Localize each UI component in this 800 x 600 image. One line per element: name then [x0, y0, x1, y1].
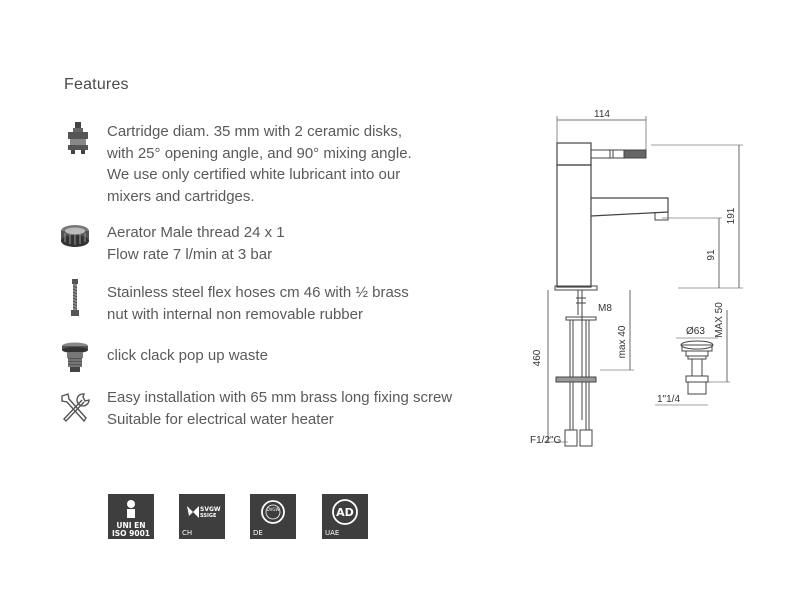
dim-191: 191 — [726, 207, 737, 225]
dim-91: 91 — [706, 249, 717, 261]
dim-max-40: max 40 — [617, 325, 628, 359]
dim-connection: F1/2"G — [530, 435, 562, 446]
svg-text:AD: AD — [336, 506, 354, 519]
feature-pop-up-waste-text: click clack pop up waste — [107, 347, 268, 364]
feature-flex-hose-text: Stainless steel flex hoses cm 46 with ½ brass nut with internal non removable rubber — [107, 284, 409, 323]
tools-icon — [58, 391, 92, 425]
dim-460: 460 — [532, 349, 543, 367]
cert-dvgw — [250, 494, 296, 539]
pop-up-waste-icon — [58, 340, 92, 374]
cert-ad — [322, 494, 368, 539]
svg-text:DVGW: DVGW — [266, 507, 280, 512]
svg-text:SVGW: SVGW — [200, 506, 221, 513]
cert-uni-en-iso — [108, 494, 154, 539]
cert-ad-label: UAE — [325, 529, 340, 537]
dim-diam-63: Ø63 — [686, 326, 705, 337]
flex-hose-icon — [58, 278, 92, 318]
cert-dvgw-label: DE — [253, 529, 263, 537]
dim-m8: M8 — [598, 303, 612, 314]
cert-svgw-label: CH — [182, 529, 193, 537]
cert-svgw — [179, 494, 225, 539]
dim-max-50: MAX 50 — [714, 302, 725, 338]
cartridge-icon — [61, 121, 95, 155]
feature-cartridge-text: Cartridge diam. 35 mm with 2 ceramic disks, with 25° opening angle, and 90° mixing angle. We use only certified white lubricant into our mixers and cartridges. — [107, 123, 412, 205]
feature-aerator-text: Aerator Male thread 24 x 1 Flow rate 7 l/min at 3 bar — [107, 224, 285, 263]
dim-waste-thread: 1"1/4 — [657, 394, 681, 405]
svg-text:SSIGE: SSIGE — [200, 513, 217, 519]
cert-uni-en-iso-label: UNI EN ISO 9001 — [111, 521, 151, 538]
aerator-icon — [58, 220, 92, 254]
dim-114: 114 — [594, 109, 610, 120]
technical-drawing — [500, 100, 780, 460]
feature-installation-text: Easy installation with 65 mm brass long fixing screw Suitable for electrical water heater — [107, 389, 453, 428]
features-heading: Features — [64, 76, 129, 93]
